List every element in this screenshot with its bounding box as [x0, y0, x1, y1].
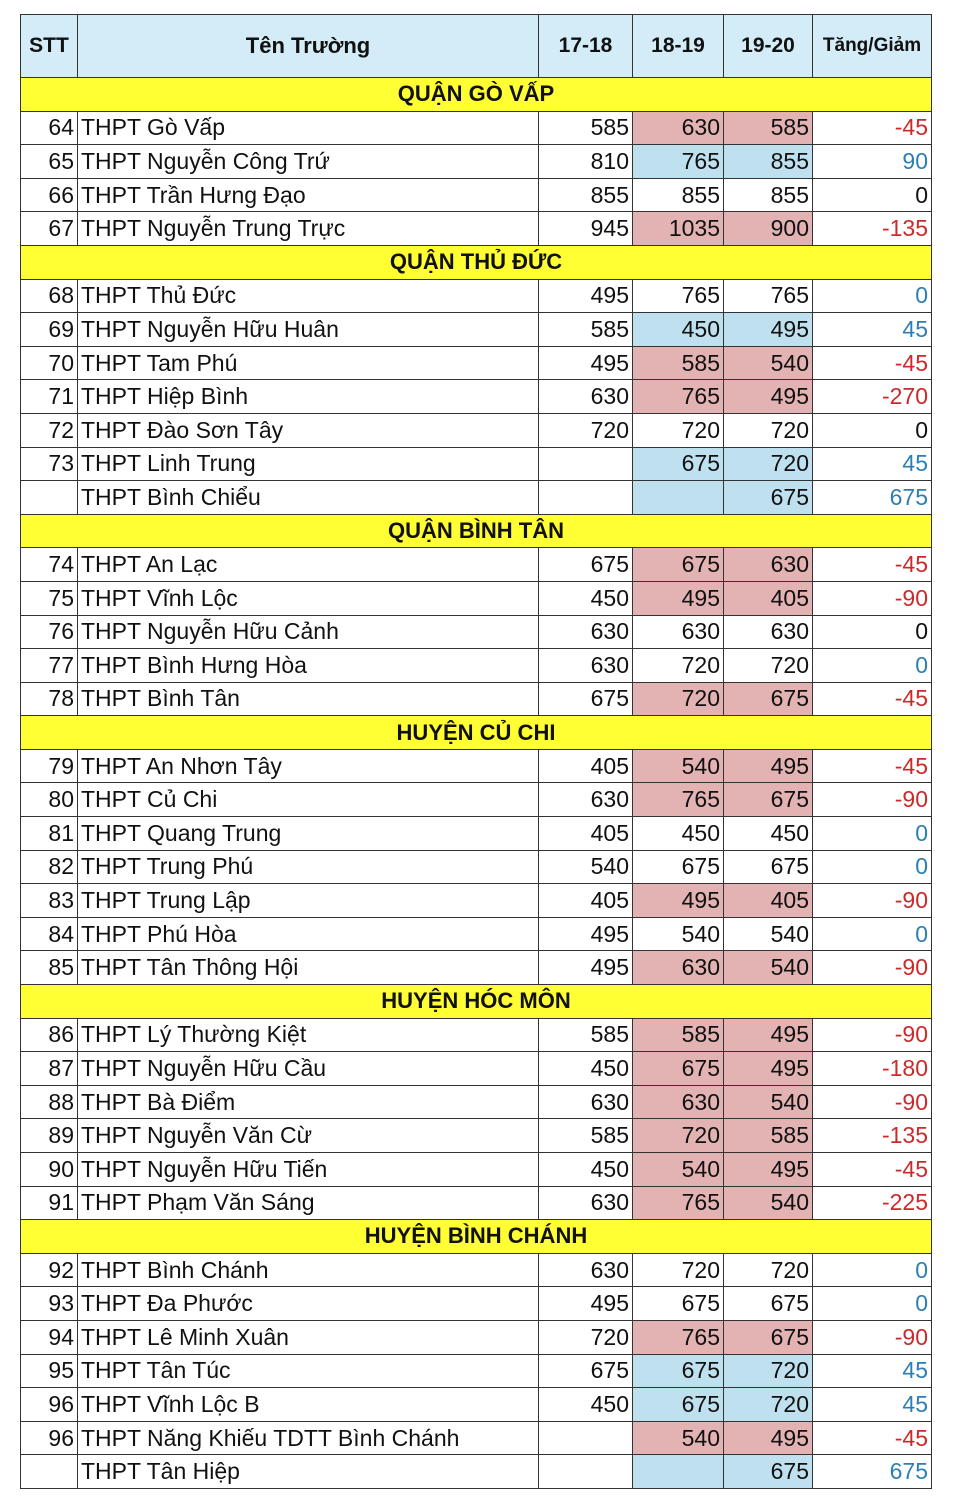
cell-year-19-20: 720 [724, 447, 813, 481]
cell-tang-giam: -45 [813, 1153, 932, 1187]
cell-year-18-19: 540 [633, 1153, 724, 1187]
table-row [21, 682, 932, 716]
cell-tang-giam: -90 [813, 951, 932, 985]
header-year-19-20: 19-20 [724, 15, 813, 78]
cell-year-17-18: 945 [539, 212, 633, 246]
table-body [21, 78, 932, 1489]
cell-year-17-18 [539, 1455, 633, 1489]
section-header-row [21, 78, 932, 112]
table-row [21, 212, 932, 246]
cell-stt: 74 [21, 548, 78, 582]
cell-year-18-19: 765 [633, 1320, 724, 1354]
section-header-row [21, 716, 932, 750]
cell-year-17-18: 585 [539, 1119, 633, 1153]
cell-year-19-20: 540 [724, 346, 813, 380]
cell-year-18-19: 540 [633, 1421, 724, 1455]
cell-stt: 93 [21, 1287, 78, 1321]
cell-tang-giam: -90 [813, 581, 932, 615]
cell-year-19-20: 675 [724, 850, 813, 884]
cell-stt: 84 [21, 917, 78, 951]
table-row [21, 1119, 932, 1153]
cell-tang-giam: 0 [813, 917, 932, 951]
header-year-18-19: 18-19 [633, 15, 724, 78]
section-header-row [21, 245, 932, 279]
cell-year-17-18: 450 [539, 1052, 633, 1086]
cell-year-17-18 [539, 447, 633, 481]
cell-tang-giam: 45 [813, 1354, 932, 1388]
table-row [21, 413, 932, 447]
cell-year-19-20: 405 [724, 581, 813, 615]
table-row [21, 1085, 932, 1119]
cell-year-19-20: 720 [724, 413, 813, 447]
cell-year-19-20: 495 [724, 1153, 813, 1187]
table-row [21, 917, 932, 951]
cell-tang-giam: -90 [813, 1018, 932, 1052]
table-row [21, 749, 932, 783]
cell-school-name: THPT Năng Khiếu TDTT Bình Chánh [78, 1421, 539, 1455]
table-row [21, 1287, 932, 1321]
cell-tang-giam: 45 [813, 447, 932, 481]
cell-school-name: THPT Tam Phú [78, 346, 539, 380]
cell-stt: 64 [21, 111, 78, 145]
cell-tang-giam: -45 [813, 682, 932, 716]
cell-stt: 71 [21, 380, 78, 414]
header-tang-giam: Tăng/Giảm [813, 15, 932, 78]
cell-stt: 77 [21, 649, 78, 683]
cell-tang-giam: 0 [813, 615, 932, 649]
cell-school-name: THPT Nguyễn Hữu Tiến [78, 1153, 539, 1187]
cell-year-17-18 [539, 481, 633, 515]
cell-school-name: THPT Bình Tân [78, 682, 539, 716]
cell-year-19-20: 405 [724, 884, 813, 918]
cell-year-19-20: 585 [724, 111, 813, 145]
cell-stt: 81 [21, 817, 78, 851]
cell-stt: 88 [21, 1085, 78, 1119]
table-row [21, 111, 932, 145]
cell-year-19-20: 855 [724, 178, 813, 212]
cell-year-19-20: 630 [724, 615, 813, 649]
cell-year-19-20: 540 [724, 1186, 813, 1220]
cell-year-19-20: 720 [724, 1253, 813, 1287]
section-title: HUYỆN CỦ CHI [21, 716, 932, 750]
cell-year-19-20: 585 [724, 1119, 813, 1153]
cell-school-name: THPT Vĩnh Lộc [78, 581, 539, 615]
cell-tang-giam: 45 [813, 1388, 932, 1422]
cell-school-name: THPT Quang Trung [78, 817, 539, 851]
cell-tang-giam: 45 [813, 313, 932, 347]
cell-year-18-19 [633, 1455, 724, 1489]
cell-school-name: THPT Bà Điểm [78, 1085, 539, 1119]
cell-year-19-20: 540 [724, 1085, 813, 1119]
cell-stt: 75 [21, 581, 78, 615]
enrollment-table [20, 14, 932, 1489]
cell-year-17-18: 450 [539, 581, 633, 615]
cell-school-name: THPT Nguyễn Trung Trực [78, 212, 539, 246]
cell-school-name: THPT Bình Chánh [78, 1253, 539, 1287]
cell-year-17-18: 495 [539, 951, 633, 985]
cell-year-18-19: 495 [633, 581, 724, 615]
cell-year-18-19: 720 [633, 413, 724, 447]
header-row [21, 15, 932, 78]
cell-stt: 76 [21, 615, 78, 649]
cell-stt: 94 [21, 1320, 78, 1354]
cell-year-19-20: 495 [724, 749, 813, 783]
cell-year-19-20: 675 [724, 783, 813, 817]
cell-year-18-19: 765 [633, 783, 724, 817]
cell-tang-giam: -135 [813, 1119, 932, 1153]
table-row [21, 1018, 932, 1052]
cell-stt: 66 [21, 178, 78, 212]
cell-year-18-19: 720 [633, 1119, 724, 1153]
table-row [21, 1186, 932, 1220]
cell-year-17-18: 450 [539, 1388, 633, 1422]
cell-year-19-20: 855 [724, 145, 813, 179]
cell-school-name: THPT An Nhơn Tây [78, 749, 539, 783]
cell-stt: 96 [21, 1388, 78, 1422]
table-row [21, 346, 932, 380]
cell-year-19-20: 495 [724, 1421, 813, 1455]
cell-year-18-19: 450 [633, 313, 724, 347]
header-ten-truong: Tên Trường [78, 15, 539, 78]
table-row [21, 447, 932, 481]
cell-year-18-19: 675 [633, 1354, 724, 1388]
cell-year-19-20: 720 [724, 1388, 813, 1422]
cell-tang-giam: 0 [813, 649, 932, 683]
cell-year-18-19: 720 [633, 649, 724, 683]
cell-year-17-18: 450 [539, 1153, 633, 1187]
cell-year-17-18: 675 [539, 682, 633, 716]
table-row [21, 1052, 932, 1086]
table-row [21, 279, 932, 313]
cell-stt: 65 [21, 145, 78, 179]
cell-year-17-18: 495 [539, 917, 633, 951]
cell-year-19-20: 450 [724, 817, 813, 851]
cell-year-18-19: 675 [633, 1287, 724, 1321]
cell-stt: 80 [21, 783, 78, 817]
section-title: HUYỆN HÓC MÔN [21, 985, 932, 1019]
table-row [21, 313, 932, 347]
cell-year-19-20: 675 [724, 1320, 813, 1354]
cell-school-name: THPT Nguyễn Hữu Huân [78, 313, 539, 347]
cell-year-18-19: 585 [633, 346, 724, 380]
cell-tang-giam: -180 [813, 1052, 932, 1086]
cell-school-name: THPT Tân Túc [78, 1354, 539, 1388]
cell-year-18-19: 495 [633, 884, 724, 918]
table-row [21, 178, 932, 212]
cell-tang-giam: 90 [813, 145, 932, 179]
cell-school-name: THPT Bình Chiểu [78, 481, 539, 515]
cell-tang-giam: -90 [813, 783, 932, 817]
cell-year-17-18 [539, 1421, 633, 1455]
cell-school-name: THPT Trung Phú [78, 850, 539, 884]
cell-school-name: THPT Tân Thông Hội [78, 951, 539, 985]
cell-year-18-19: 720 [633, 682, 724, 716]
cell-school-name: THPT Phú Hòa [78, 917, 539, 951]
cell-year-18-19: 675 [633, 447, 724, 481]
section-title: QUẬN THỦ ĐỨC [21, 245, 932, 279]
cell-school-name: THPT Lê Minh Xuân [78, 1320, 539, 1354]
cell-year-18-19: 630 [633, 1085, 724, 1119]
cell-year-17-18: 630 [539, 649, 633, 683]
cell-tang-giam: 0 [813, 413, 932, 447]
cell-year-17-18: 585 [539, 313, 633, 347]
cell-year-19-20: 495 [724, 1052, 813, 1086]
cell-year-18-19: 630 [633, 111, 724, 145]
table-row [21, 380, 932, 414]
cell-year-17-18: 540 [539, 850, 633, 884]
cell-year-19-20: 495 [724, 313, 813, 347]
cell-stt: 70 [21, 346, 78, 380]
cell-tang-giam: -270 [813, 380, 932, 414]
section-header-row [21, 1220, 932, 1254]
cell-school-name: THPT Tân Hiệp [78, 1455, 539, 1489]
cell-tang-giam: 0 [813, 817, 932, 851]
table-row [21, 884, 932, 918]
cell-school-name: THPT Vĩnh Lộc B [78, 1388, 539, 1422]
cell-year-19-20: 630 [724, 548, 813, 582]
cell-year-17-18: 630 [539, 1186, 633, 1220]
cell-stt: 82 [21, 850, 78, 884]
cell-stt: 96 [21, 1421, 78, 1455]
cell-year-17-18: 720 [539, 1320, 633, 1354]
cell-school-name: THPT Nguyễn Hữu Cầu [78, 1052, 539, 1086]
table-row [21, 548, 932, 582]
cell-tang-giam: 675 [813, 1455, 932, 1489]
table-row [21, 649, 932, 683]
cell-year-18-19: 765 [633, 279, 724, 313]
table-row [21, 951, 932, 985]
cell-school-name: THPT Nguyễn Công Trứ [78, 145, 539, 179]
cell-school-name: THPT Thủ Đức [78, 279, 539, 313]
cell-year-18-19: 675 [633, 1052, 724, 1086]
cell-year-19-20: 540 [724, 917, 813, 951]
cell-tang-giam: 675 [813, 481, 932, 515]
cell-year-17-18: 495 [539, 346, 633, 380]
cell-tang-giam: -225 [813, 1186, 932, 1220]
cell-year-18-19: 855 [633, 178, 724, 212]
cell-year-17-18: 585 [539, 111, 633, 145]
cell-year-17-18: 855 [539, 178, 633, 212]
cell-tang-giam: 0 [813, 178, 932, 212]
cell-year-17-18: 585 [539, 1018, 633, 1052]
cell-tang-giam: -90 [813, 1320, 932, 1354]
cell-year-17-18: 720 [539, 413, 633, 447]
cell-stt: 79 [21, 749, 78, 783]
cell-year-18-19: 720 [633, 1253, 724, 1287]
table-row [21, 1153, 932, 1187]
cell-year-18-19: 540 [633, 917, 724, 951]
cell-school-name: THPT An Lạc [78, 548, 539, 582]
cell-year-19-20: 675 [724, 682, 813, 716]
cell-year-18-19: 675 [633, 548, 724, 582]
cell-school-name: THPT Hiệp Bình [78, 380, 539, 414]
cell-year-17-18: 630 [539, 783, 633, 817]
cell-year-17-18: 495 [539, 1287, 633, 1321]
cell-year-17-18: 630 [539, 380, 633, 414]
cell-stt: 72 [21, 413, 78, 447]
table-row [21, 1421, 932, 1455]
cell-school-name: THPT Linh Trung [78, 447, 539, 481]
cell-year-18-19: 765 [633, 145, 724, 179]
section-header-row [21, 514, 932, 548]
cell-school-name: THPT Phạm Văn Sáng [78, 1186, 539, 1220]
cell-tang-giam: 0 [813, 279, 932, 313]
table-row [21, 783, 932, 817]
cell-tang-giam: -135 [813, 212, 932, 246]
cell-year-19-20: 495 [724, 1018, 813, 1052]
cell-stt [21, 1455, 78, 1489]
cell-stt: 73 [21, 447, 78, 481]
cell-year-18-19: 1035 [633, 212, 724, 246]
cell-year-18-19: 675 [633, 1388, 724, 1422]
cell-year-19-20: 675 [724, 1287, 813, 1321]
cell-year-17-18: 405 [539, 749, 633, 783]
cell-year-17-18: 630 [539, 1085, 633, 1119]
cell-tang-giam: 0 [813, 850, 932, 884]
table-row [21, 850, 932, 884]
cell-stt: 89 [21, 1119, 78, 1153]
cell-year-19-20: 720 [724, 649, 813, 683]
cell-tang-giam: -45 [813, 548, 932, 582]
section-title: QUẬN BÌNH TÂN [21, 514, 932, 548]
cell-tang-giam: 0 [813, 1287, 932, 1321]
table-row [21, 1253, 932, 1287]
table-row [21, 1455, 932, 1489]
table-row [21, 1320, 932, 1354]
cell-stt: 68 [21, 279, 78, 313]
cell-year-18-19: 450 [633, 817, 724, 851]
cell-year-19-20: 675 [724, 1455, 813, 1489]
cell-school-name: THPT Đào Sơn Tây [78, 413, 539, 447]
cell-school-name: THPT Nguyễn Văn Cừ [78, 1119, 539, 1153]
cell-year-18-19: 585 [633, 1018, 724, 1052]
cell-stt: 87 [21, 1052, 78, 1086]
header-stt: STT [21, 15, 78, 78]
cell-school-name: THPT Trần Hưng Đạo [78, 178, 539, 212]
cell-year-18-19: 675 [633, 850, 724, 884]
cell-stt: 85 [21, 951, 78, 985]
cell-year-19-20: 765 [724, 279, 813, 313]
cell-year-19-20: 540 [724, 951, 813, 985]
cell-year-18-19: 540 [633, 749, 724, 783]
cell-stt: 78 [21, 682, 78, 716]
cell-school-name: THPT Bình Hưng Hòa [78, 649, 539, 683]
section-title: HUYỆN BÌNH CHÁNH [21, 1220, 932, 1254]
table-row [21, 581, 932, 615]
cell-stt: 90 [21, 1153, 78, 1187]
cell-year-18-19: 765 [633, 1186, 724, 1220]
cell-year-18-19: 630 [633, 615, 724, 649]
cell-year-17-18: 810 [539, 145, 633, 179]
cell-school-name: THPT Trung Lập [78, 884, 539, 918]
cell-stt: 92 [21, 1253, 78, 1287]
cell-year-18-19: 765 [633, 380, 724, 414]
cell-year-17-18: 630 [539, 1253, 633, 1287]
cell-year-17-18: 630 [539, 615, 633, 649]
cell-stt: 67 [21, 212, 78, 246]
section-header-row [21, 985, 932, 1019]
cell-year-17-18: 675 [539, 1354, 633, 1388]
cell-stt: 69 [21, 313, 78, 347]
cell-year-19-20: 720 [724, 1354, 813, 1388]
section-title: QUẬN GÒ VẤP [21, 78, 932, 112]
table-row [21, 817, 932, 851]
header-year-17-18: 17-18 [539, 15, 633, 78]
cell-year-19-20: 495 [724, 380, 813, 414]
cell-stt: 91 [21, 1186, 78, 1220]
table-row [21, 1354, 932, 1388]
cell-tang-giam: -45 [813, 749, 932, 783]
cell-tang-giam: -45 [813, 346, 932, 380]
cell-tang-giam: 0 [813, 1253, 932, 1287]
cell-year-17-18: 675 [539, 548, 633, 582]
cell-year-17-18: 405 [539, 884, 633, 918]
cell-stt: 95 [21, 1354, 78, 1388]
cell-year-19-20: 675 [724, 481, 813, 515]
cell-school-name: THPT Lý Thường Kiệt [78, 1018, 539, 1052]
table-row [21, 615, 932, 649]
cell-year-17-18: 495 [539, 279, 633, 313]
cell-tang-giam: -90 [813, 1085, 932, 1119]
cell-year-18-19 [633, 481, 724, 515]
cell-tang-giam: -45 [813, 111, 932, 145]
cell-year-19-20: 900 [724, 212, 813, 246]
cell-year-17-18: 405 [539, 817, 633, 851]
cell-school-name: THPT Gò Vấp [78, 111, 539, 145]
table-row [21, 145, 932, 179]
cell-tang-giam: -45 [813, 1421, 932, 1455]
cell-stt [21, 481, 78, 515]
cell-school-name: THPT Đa Phước [78, 1287, 539, 1321]
cell-school-name: THPT Nguyễn Hữu Cảnh [78, 615, 539, 649]
cell-stt: 83 [21, 884, 78, 918]
cell-school-name: THPT Củ Chi [78, 783, 539, 817]
cell-year-18-19: 630 [633, 951, 724, 985]
cell-stt: 86 [21, 1018, 78, 1052]
cell-tang-giam: -90 [813, 884, 932, 918]
table-row [21, 1388, 932, 1422]
table-row [21, 481, 932, 515]
